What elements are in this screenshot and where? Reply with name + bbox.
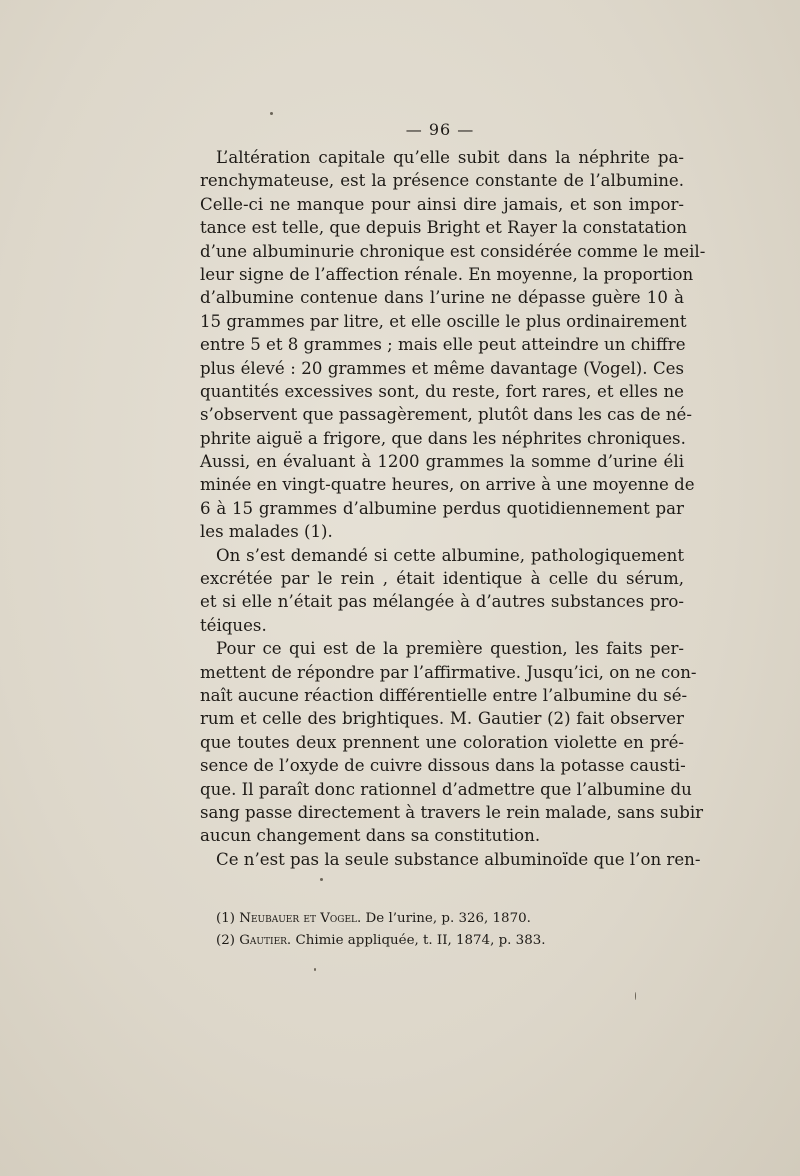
text-line: s’observent que passagèrement, plutôt dans les cas de né- <box>200 405 692 425</box>
footnote-text: De l’urine, p. 326, 1870. <box>365 911 531 926</box>
text-line: d’albumine contenue dans l’urine ne dépasse guère 10 à <box>200 288 684 308</box>
footnote-authors: Neubauer et Vogel. <box>239 911 362 926</box>
text-line: que. Il paraît donc rationnel d’admettre que l’albumine du <box>200 779 692 799</box>
text-line: aucun changement dans sa constitution. <box>200 826 541 846</box>
footnote-mark: (2) <box>216 933 235 948</box>
text-line: rum et celle des brightiques. M. Gautier (2) fait observer <box>200 709 684 729</box>
text-line: 6 à 15 grammes d’albumine perdus quotidiennement par <box>200 498 684 518</box>
text-line: renchymateuse, est la présence constante de l’albumine. <box>200 171 684 191</box>
footnote-authors: Gautier. <box>239 933 292 948</box>
text-line: leur signe de l’affection rénale. En moyenne, la proportion <box>200 264 694 284</box>
footnote <box>216 908 686 930</box>
text-line: mettent de répondre par l’affirmative. Jusqu’ici, on ne con- <box>200 662 697 682</box>
footnote-text: Chimie appliquée, t. II, 1874, p. 383. <box>295 933 546 948</box>
text-line: que toutes deux prennent une coloration violette en pré- <box>200 732 684 752</box>
text-line: naît aucune réaction différentielle entre l’albumine du sé- <box>200 685 688 705</box>
paper-speck <box>270 112 273 115</box>
text-line: On s’est demandé si cette albumine, pathologiquement <box>216 545 684 565</box>
text-line: téiques. <box>200 615 267 635</box>
text-line: quantités excessives sont, du reste, fort rares, et elles ne <box>200 381 684 401</box>
text-line: Celle-ci ne manque pour ainsi dire jamais, et son impor- <box>200 194 684 214</box>
text-line: tance est telle, que depuis Bright et Rayer la constatation <box>200 218 687 238</box>
text-line: sence de l’oxyde de cuivre dissous dans la potasse causti- <box>200 756 686 776</box>
paper-speck <box>635 992 636 1000</box>
text-line: plus élevé : 20 grammes et même davantage (Vogel). Ces <box>200 358 684 378</box>
paper-speck <box>320 878 323 881</box>
footnote-mark: (1) <box>216 911 235 926</box>
page-number: — 96 — <box>405 120 475 139</box>
text-line: excrétée par le rein , était identique à celle du sérum, <box>200 569 684 589</box>
text-line: d’une albuminurie chronique est considérée comme le meil- <box>200 241 706 261</box>
text-line: entre 5 et 8 grammes ; mais elle peut atteindre un chiffre <box>200 335 686 355</box>
text-line: phrite aiguë a frigore, que dans les néphrites chroniques. <box>200 428 686 448</box>
body-text <box>200 146 706 871</box>
text-line: Aussi, en évaluant à 1200 grammes la somme d’urine éli <box>200 452 684 472</box>
text-line: L’altération capitale qu’elle subit dans la néphrite pa- <box>216 148 684 167</box>
text-line: les malades (1). <box>200 522 333 542</box>
paper-speck <box>314 968 316 971</box>
text-line: et si elle n’était pas mélangée à d’autres substances pro- <box>200 592 684 612</box>
text-line: sang passe directement à travers le rein malade, sans subir <box>200 802 704 822</box>
text-line: minée en vingt-quatre heures, on arrive à une moyenne de <box>200 475 695 495</box>
text-line: Ce n’est pas la seule substance albuminoïde que l’on ren- <box>216 849 701 869</box>
text-line: 15 grammes par litre, et elle oscille le plus ordinairement <box>200 311 687 331</box>
footnote <box>216 930 686 952</box>
text-line: Pour ce qui est de la première question, les faits per- <box>216 639 684 659</box>
footnotes <box>216 908 686 952</box>
